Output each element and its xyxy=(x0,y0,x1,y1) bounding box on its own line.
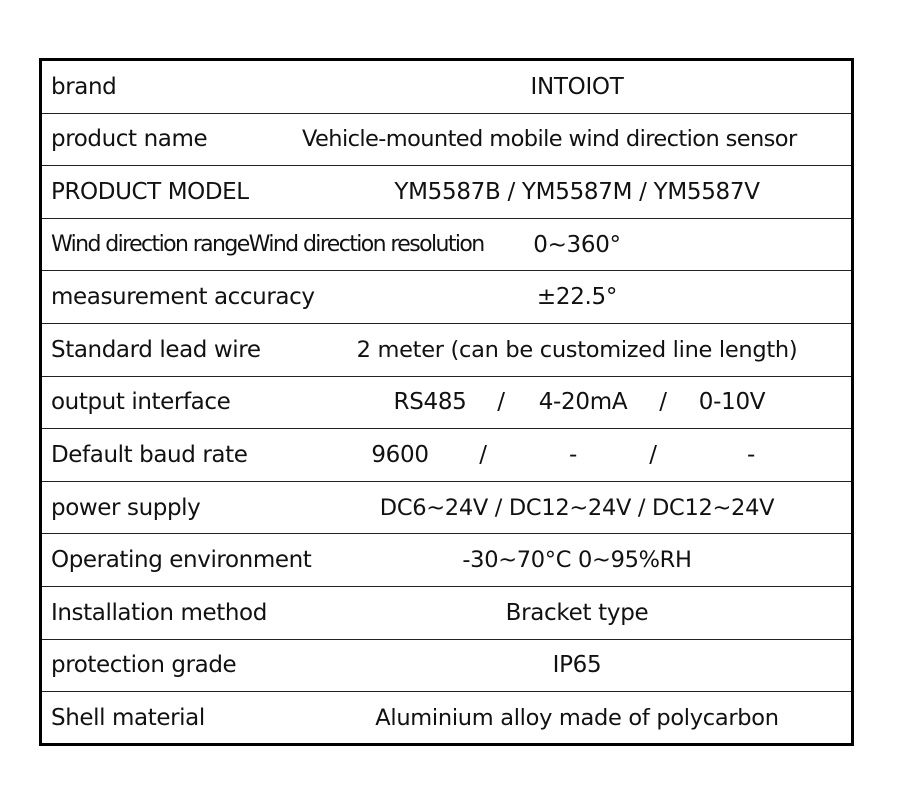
table-row-product-model xyxy=(42,166,851,219)
row-value: -30~70°C 0~95%RH xyxy=(462,547,692,574)
spec-table xyxy=(39,58,854,746)
table-row-protection-grade xyxy=(42,640,851,693)
table-row-product-name xyxy=(42,114,851,167)
row-label: output interface xyxy=(51,389,231,416)
row-value: INTOIOT xyxy=(530,73,624,100)
row-value xyxy=(42,377,851,429)
table-row-wind-direction-range xyxy=(42,219,851,272)
row-label: Installation method xyxy=(51,599,267,626)
row-label: Operating environment xyxy=(51,547,312,574)
value-separator: / xyxy=(497,389,505,416)
value-separator: / xyxy=(479,441,487,468)
row-value: Aluminium alloy made of polycarbon xyxy=(375,704,779,731)
row-label: brand xyxy=(51,73,117,100)
value-separator: / xyxy=(659,389,667,416)
value-separator: / xyxy=(649,441,657,468)
row-label: power supply xyxy=(51,494,201,521)
value-part: - xyxy=(747,441,755,468)
row-label: measurement accuracy xyxy=(51,284,315,311)
row-value: 2 meter (can be customized line length) xyxy=(356,336,798,363)
value-part: 4-20mA xyxy=(538,389,628,416)
row-label: Wind direction rangeWind direction resolution xyxy=(51,232,484,258)
row-label: Standard lead wire xyxy=(51,336,261,363)
table-row-operating-environment xyxy=(42,534,851,587)
table-row-shell-material xyxy=(42,692,851,743)
table-row-output-interface xyxy=(42,377,851,430)
table-row-brand xyxy=(42,61,851,114)
table-row-measurement-accuracy xyxy=(42,271,851,324)
row-value: IP65 xyxy=(552,652,602,679)
value-part: RS485 xyxy=(393,389,467,416)
table-row-standard-lead-wire xyxy=(42,324,851,377)
table-row-power-supply xyxy=(42,482,851,535)
table-row-default-baud-rate xyxy=(42,429,851,482)
row-value: Bracket type xyxy=(505,599,649,626)
row-label: Default baud rate xyxy=(51,441,248,468)
row-value: ±22.5° xyxy=(536,284,618,311)
value-part: - xyxy=(569,441,577,468)
value-part: 0-10V xyxy=(698,389,766,416)
row-value: 0~360° xyxy=(533,231,621,258)
row-label: protection grade xyxy=(51,652,237,679)
table-row-installation-method xyxy=(42,587,851,640)
row-label: Shell material xyxy=(51,704,205,731)
row-value: Vehicle-mounted mobile wind direction sensor xyxy=(302,126,797,153)
row-value xyxy=(42,429,851,481)
row-label: PRODUCT MODEL xyxy=(51,178,249,205)
value-part: 9600 xyxy=(371,441,429,468)
row-label: product name xyxy=(51,126,208,153)
row-value: YM5587B / YM5587M / YM5587V xyxy=(394,178,760,205)
row-value: DC6~24V / DC12~24V / DC12~24V xyxy=(379,494,775,521)
